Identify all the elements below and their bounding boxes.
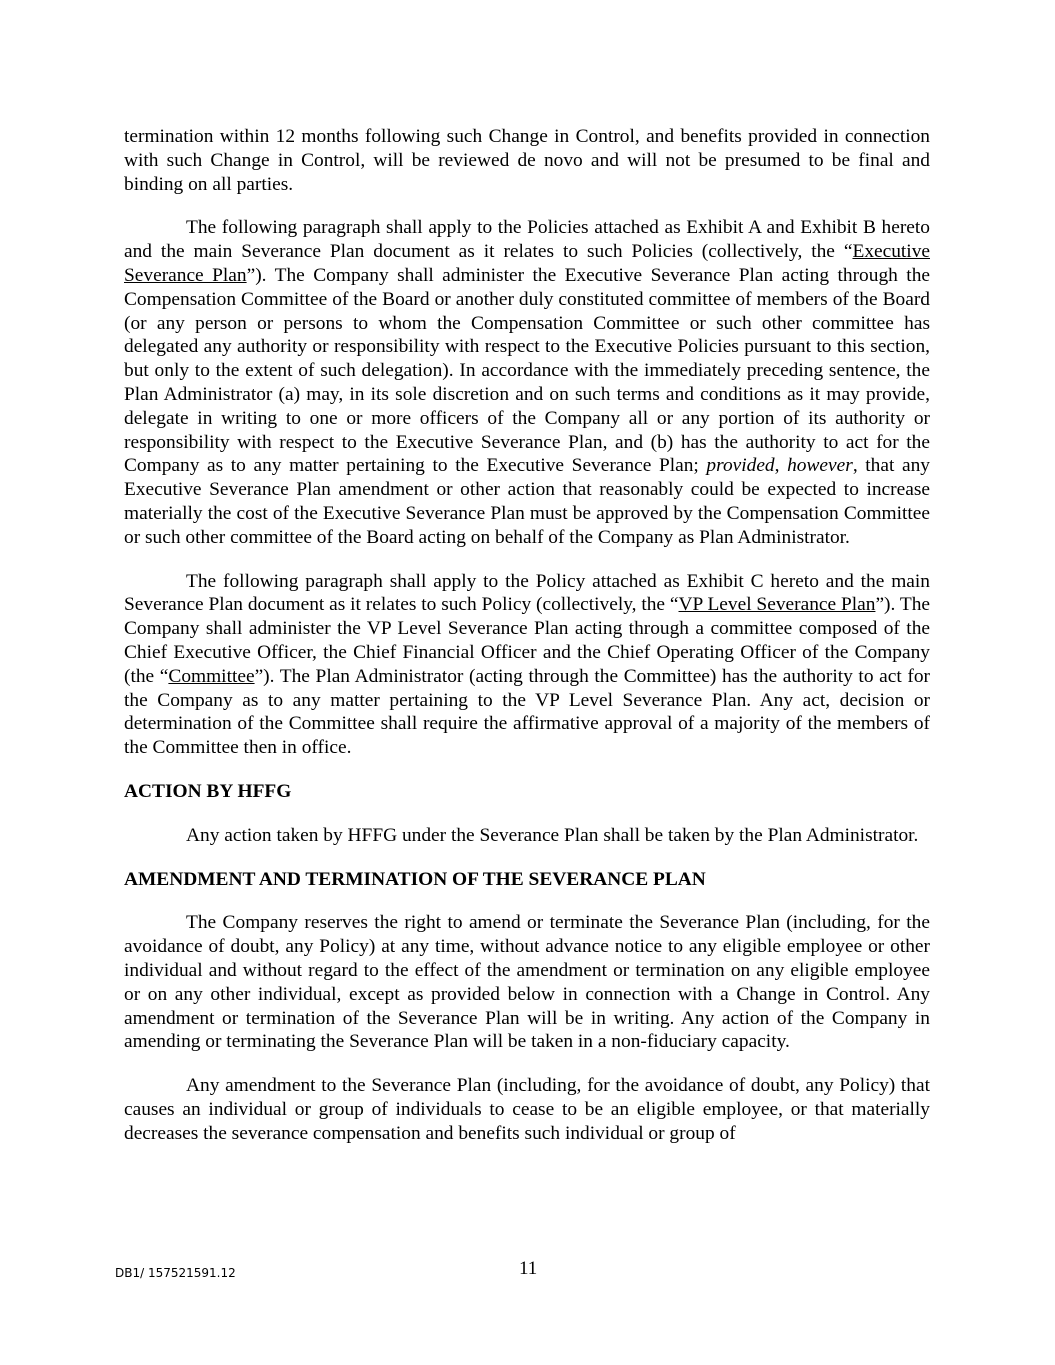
paragraph-text: Any amendment to the Severance Plan (including, for the avoidance of doubt, any Policy) that causes an individual or group of individuals to cease to be an eligible employee, or that materially decreases the severance compensation and benefits such individual or group of: [124, 1075, 930, 1144]
paragraph-text: ”). The Plan Administrator (acting through the Committee) has the authority to act for the Company as to any matter pertaining to the VP Level Severance Plan. Any act, decision or determination of the Committee shall require the affirmative approval of a majority of the members of the Committee then in office.: [124, 665, 930, 759]
paragraph-text: The following paragraph shall apply to the Policies attached as Exhibit A and Exhibit B hereto and the main Severance Plan document as it relates to such Policies (collectively, the “: [124, 217, 930, 263]
paragraph-amendment-rights: [124, 911, 930, 1054]
paragraph-executive-severance-plan: [124, 216, 930, 549]
italic-term-provided: provided: [706, 455, 775, 477]
paragraph-text: ”). The Company shall administer the VP Level Severance Plan acting through a committee composed of the Chief Executive Officer, the Chief Financial Officer and the Chief Operating Officer of the Company (the “: [124, 594, 930, 687]
paragraph-action-by-hffg: [124, 824, 930, 848]
paragraph-text: , that any Executive Severance Plan amendment or other action that reasonably could be expected to increase materially the cost of the Executive Severance Plan must be approved by the Compensation Committee or such other committee of the Board acting on behalf of the Company as Plan Administrator.: [124, 455, 930, 548]
defined-term-vp-level-severance-plan: VP Level Severance Plan: [678, 594, 876, 616]
paragraph-text: ,: [774, 455, 788, 477]
paragraph-vp-level-severance-plan: [124, 570, 930, 760]
paragraph-amendment-eligibility: [124, 1074, 930, 1145]
paragraph-text: termination within 12 months following such Change in Control, and benefits provided in connection with such Change in Control, will be reviewed de novo and will not be presumed to be final and binding on all parties.: [124, 126, 930, 195]
italic-term-however: however: [787, 455, 853, 477]
paragraph-continuation: [124, 125, 930, 196]
document-body: [124, 125, 930, 1165]
defined-term-executive-severance-plan: Executive Severance Plan: [124, 241, 930, 286]
page-number: 11: [519, 1258, 538, 1279]
paragraph-text: The following paragraph shall apply to the Policy attached as Exhibit C hereto and the main Severance Plan document as it relates to such Policy (collectively, the “: [124, 570, 930, 616]
paragraph-text: Any action taken by HFFG under the Severance Plan shall be taken by the Plan Administrator.: [186, 824, 919, 846]
defined-term-committee: Committee: [168, 665, 255, 687]
section-heading-amendment-termination: AMENDMENT AND TERMINATION OF THE SEVERANCE PLAN: [124, 868, 706, 890]
paragraph-text: ”). The Company shall administer the Executive Severance Plan acting through the Compensation Committee of the Board or another duly constituted committee of members of the Board (or any person or persons to whom the Compensation Committee or such other committee has delegated any authority or responsibility with respect to the Executive Policies pursuant to this section, but only to the extent of such delegation). In accordance with the immediately preceding sentence, the Plan Administrator (a) may, in its sole discretion and on such terms and conditions as it may provide, delegate in writing to one or more officers of the Company all or any portion of its authority or responsibility with respect to the Executive Severance Plan, and (b) has the authority to act for the Company as to any matter pertaining to the Executive Severance Plan;: [124, 264, 930, 477]
section-heading-action-by-hffg: ACTION BY HFFG: [124, 780, 292, 802]
paragraph-text: The Company reserves the right to amend or terminate the Severance Plan (including, for the avoidance of doubt, any Policy) at any time, without advance notice to any eligible employee or other individual and without regard to the effect of the amendment or termination on any eligible employee or on any other individual, except as provided below in connection with a Change in Control. Any amendment or termination of the Severance Plan will be in writing. Any action of the Company in amending or terminating the Severance Plan will be taken in a non-fiduciary capacity.: [124, 912, 930, 1053]
footer-document-id: DB1/ 157521591.12: [115, 1266, 236, 1280]
